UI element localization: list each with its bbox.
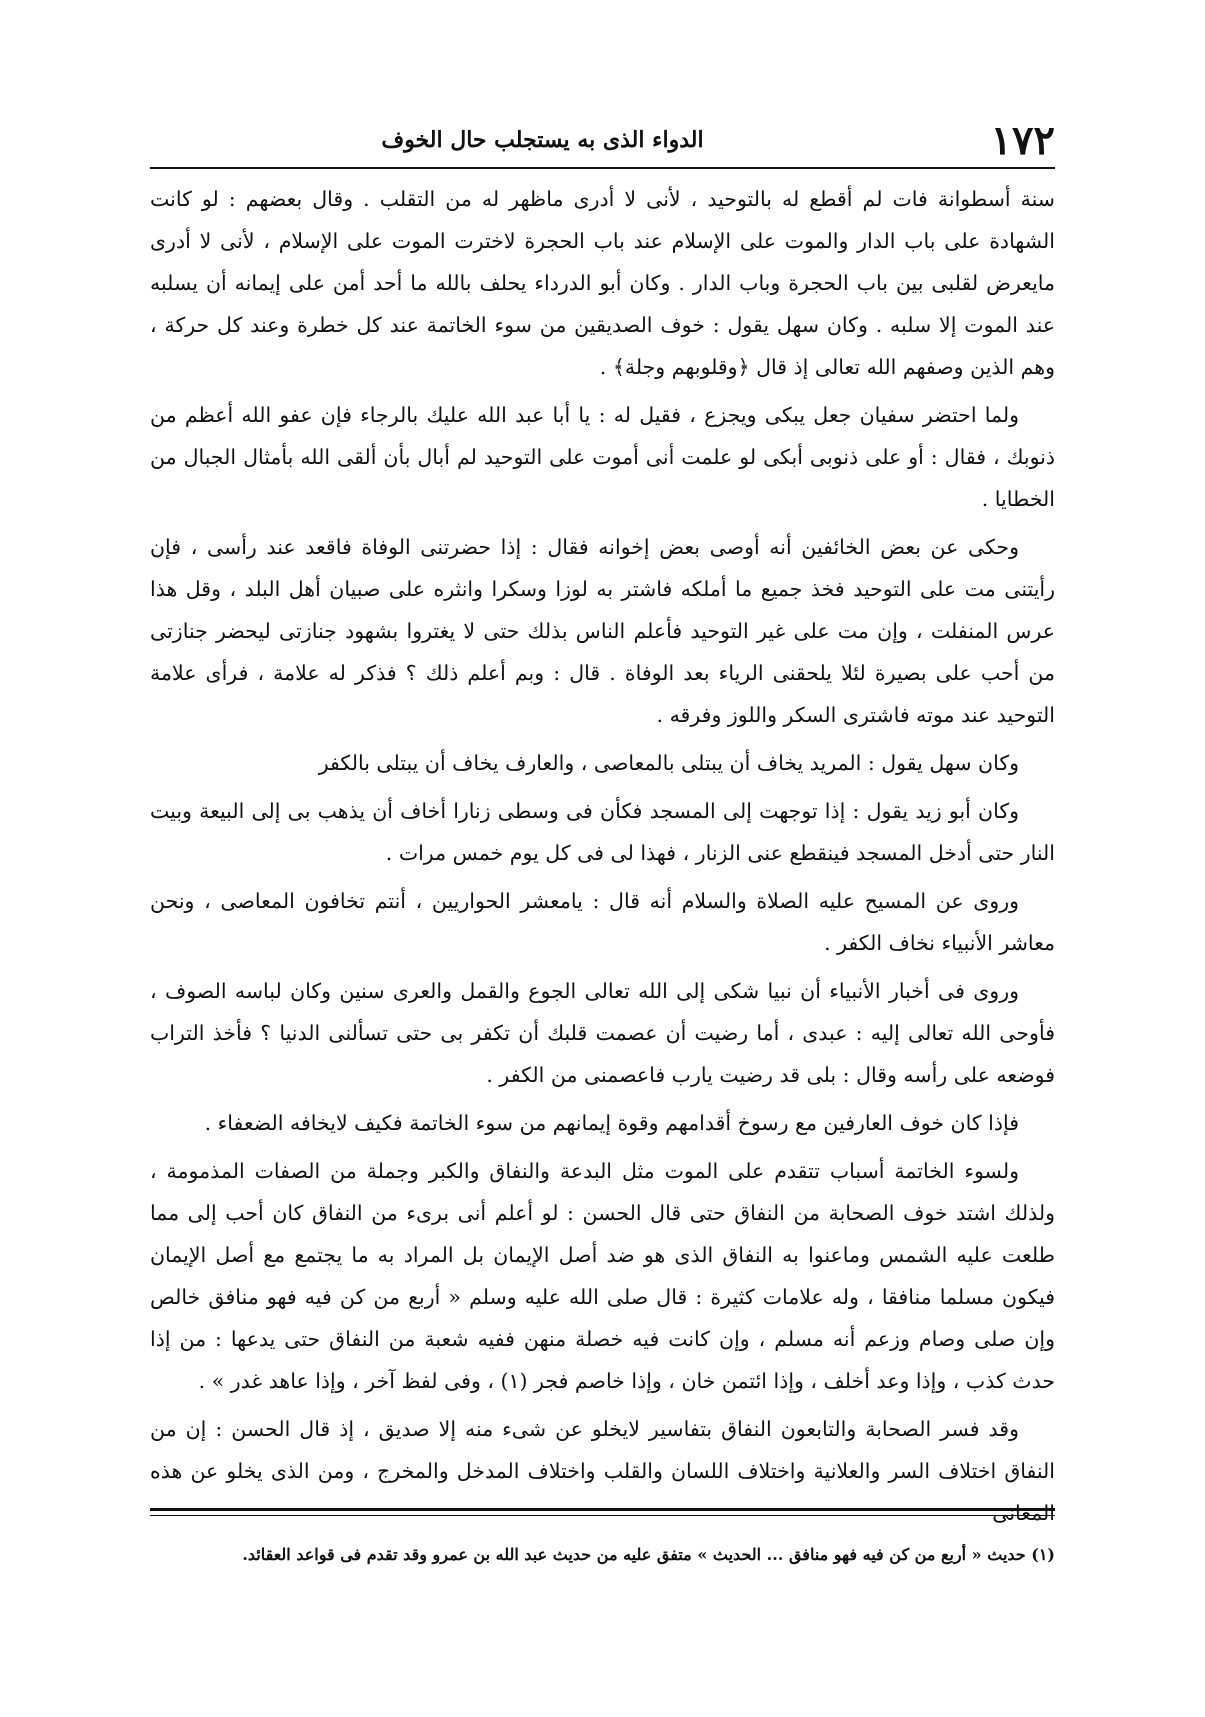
body-text [150,178,1055,1540]
paragraph: وقد فسر الصحابة والتابعون النفاق بتفاسير لايخلو عن شىء منه إلا صديق ، إذ قال الحسن : إن من النفاق اختلاف السر والعلانية واختلاف اللسان والقلب واختلاف المدخل والمخرج ، ومن الذى يخلو عن هذه المعانى [150,1417,1055,1525]
paragraph: وروى فى أخبار الأنبياء أن نبيا شكى إلى الله تعالى الجوع والقمل والعرى سنين وكان لباسه الصوف ، فأوحى الله تعالى إليه : عبدى ، أما رضيت أن عصمت قلبك أن تكفر بى حتى تسألنى الدنيا ؟ فأخذ التراب فوضعه على رأسه وقال : بلى قد رضيت يارب فاعصمنى من الكفر . [150,979,1055,1087]
page-number: ١٧٢ [990,117,1055,164]
paragraph: وروى عن المسيح عليه الصلاة والسلام أنه قال : يامعشر الحواريين ، أنتم تخافون المعاصى ، ونحن معاشر الأنبياء نخاف الكفر . [150,889,1055,955]
footnote: (١) حديث « أربع من كن فيه فهو منافق ... الحديث » متفق عليه من حديث عبد الله بن عمرو وقد تقدم فى قواعد العقائد. [242,1545,1055,1564]
footnote-rule-thin [150,1515,1055,1516]
page-header [150,118,1055,164]
paragraph: وحكى عن بعض الخائفين أنه أوصى بعض إخوانه فقال : إذا حضرتنى الوفاة فاقعد عند رأسى ، فإن رأيتنى مت على التوحيد فخذ جميع ما أملكه فاشتر به لوزا وسكرا وانثره على صبيان أهل البلد ، وقل هذا عرس المنفلت ، وإن مت على غير التوحيد فأعلم الناس بذلك حتى لا يغتروا بشهود جنازتى ليحضر جنازتى من أحب على بصيرة لئلا يلحقنى الرياء بعد الوفاة . قال : وبم أعلم ذلك ؟ فذكر له علامة ، فرأى علامة التوحيد عند موته فاشترى السكر واللوز وفرقه . [150,535,1055,727]
paragraph: ولما احتضر سفيان جعل يبكى ويجزع ، فقيل له : يا أبا عبد الله عليك بالرجاء فإن عفو الله أعظم من ذنوبك ، فقال : أو على ذنوبى أبكى لو علمت أنى أموت على التوحيد لم أبال بأن ألقى الله بأمثال الجبال من الخطايا . [150,403,1055,511]
paragraph: فإذا كان خوف العارفين مع رسوخ أقدامهم وقوة إيمانهم من سوء الخاتمة فكيف لايخافه الضعفاء . [204,1111,1019,1135]
header-rule [150,167,1055,169]
paragraph: سنة أسطوانة فات لم أقطع له بالتوحيد ، لأنى لا أدرى ماظهر له من التقلب . وقال بعضهم : لو كانت الشهادة على باب الدار والموت على الإسلام عند باب الحجرة لاخترت الموت على الإسلام ، لأنى لا أدرى مايعرض لقلبى بين باب الحجرة وباب الدار . وكان أبو الدرداء يحلف بالله ما أحد أمن على إيمانه أن يسلبه عند الموت إلا سلبه . وكان سهل يقول : خوف الصديقين من سوء الخاتمة عند كل خطرة وعند كل حركة ، وهم الذين وصفهم الله تعالى إذ قال ﴿وقلوبهم وجلة﴾ . [150,187,1055,379]
paragraph: ولسوء الخاتمة أسباب تتقدم على الموت مثل البدعة والنفاق والكبر وجملة من الصفات المذمومة ، ولذلك اشتد خوف الصحابة من النفاق حتى قال الحسن : لو أعلم أنى برىء من النفاق كان أحب إلى مما طلعت عليه الشمس وماعنوا به النفاق الذى هو ضد أصل الإيمان بل المراد به ما يجتمع مع أصل الإيمان فيكون مسلما منافقا ، وله علامات كثيرة : قال صلى الله عليه وسلم « أربع من كن فيه فهو منافق خالص وإن صلى وصام وزعم أنه مسلم ، وإن كانت فيه خصلة منهن ففيه شعبة من النفاق حتى يدعها : من إذا حدث كذب ، وإذا وعد أخلف ، وإذا ائتمن خان ، وإذا خاصم فجر (١) ، وفى لفظ آخر ، وإذا عاهد غدر » . [150,1159,1055,1393]
paragraph: وكان أبو زيد يقول : إذا توجهت إلى المسجد فكأن فى وسطى زنارا أخاف أن يذهب بى إلى البيعة وبيت النار حتى أدخل المسجد فينقطع عنى الزنار ، فهذا لى فى كل يوم خمس مرات . [150,799,1055,865]
running-title: الدواء الذى به يستجلب حال الخوف [381,127,704,153]
paragraph: وكان سهل يقول : المريد يخاف أن يبتلى بالمعاصى ، والعارف يخاف أن يبتلى بالكفر [318,751,1019,775]
footnote-rule [150,1508,1055,1511]
